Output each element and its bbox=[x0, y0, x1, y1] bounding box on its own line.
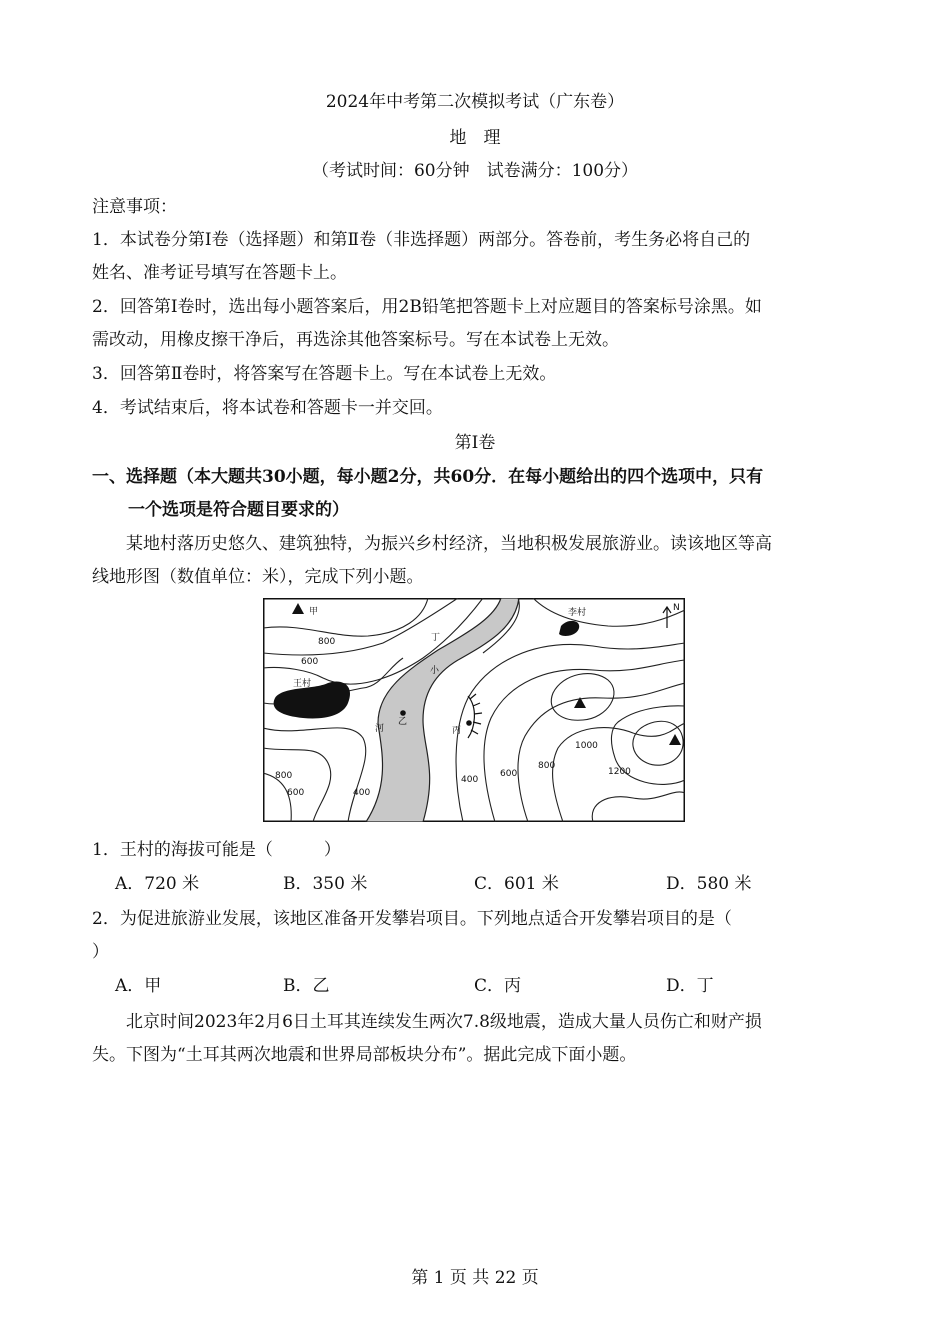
exam-title: 2024年中考第二次模拟考试（广东卷） bbox=[325, 92, 625, 112]
contour-map bbox=[263, 598, 685, 822]
q2-option-a: A．甲 bbox=[115, 976, 162, 996]
q1-option-d: D．580 米 bbox=[666, 874, 752, 894]
contour-label-600-b: 600 bbox=[287, 788, 305, 798]
q2-option-d: D．丁 bbox=[666, 976, 714, 996]
q2-option-b: B．乙 bbox=[283, 976, 330, 996]
notice-item-2-line-1: 2．回答第Ⅰ卷时，选出每小题答案后，用2B铅笔把答题卡上对应题目的答案标号涂黑。如 bbox=[92, 297, 762, 317]
label-wangcun: 王村 bbox=[293, 679, 312, 689]
point-yi-icon bbox=[400, 710, 406, 716]
notice-item-1-line-1: 1．本试卷分第Ⅰ卷（选择题）和第Ⅱ卷（非选择题）两部分。答卷前，考生务必将自己的 bbox=[92, 230, 751, 250]
notice-item-3: 3．回答第Ⅱ卷时，将答案写在答题卡上。写在本试卷上无效。 bbox=[92, 364, 557, 384]
contour-label-400-b: 400 bbox=[461, 775, 479, 785]
label-yi: 乙 bbox=[398, 717, 408, 727]
intro-2-line-1: 北京时间2023年2月6日土耳其连续发生两次7.8级地震，造成大量人员伤亡和财产损 bbox=[126, 1012, 762, 1032]
contour-label-600-a: 600 bbox=[301, 657, 319, 667]
contour-label-800-c: 800 bbox=[538, 761, 556, 771]
point-bing-icon bbox=[466, 720, 472, 726]
contour-label-600-c: 600 bbox=[500, 769, 518, 779]
notice-item-2-line-2: 需改动，用橡皮擦干净后，再选涂其他答案标号。写在本试卷上无效。 bbox=[92, 330, 619, 350]
label-river-xiao: 小 bbox=[430, 666, 440, 676]
intro-1-line-2: 线地形图（数值单位：米），完成下列小题。 bbox=[92, 567, 424, 587]
q2-option-c: C．丙 bbox=[474, 976, 522, 996]
label-bing: 丙 bbox=[452, 726, 462, 736]
notice-item-4: 4．考试结束后，将本试卷和答题卡一并交回。 bbox=[92, 398, 443, 418]
contour-label-800-b: 800 bbox=[275, 771, 293, 781]
intro-2-line-2: 失。下图为“土耳其两次地震和世界局部板块分布”。据此完成下面小题。 bbox=[92, 1045, 637, 1065]
section-heading-line-2: 一个选项是符合题目要求的） bbox=[128, 500, 349, 520]
label-north: N bbox=[673, 603, 680, 613]
contour-label-1200: 1200 bbox=[608, 767, 631, 777]
notice-item-1-line-2: 姓名、准考证号填写在答题卡上。 bbox=[92, 263, 347, 283]
page-footer: 第 1 页 共 22 页 bbox=[411, 1268, 539, 1288]
q2-stem-line-1: 2．为促进旅游业发展，该地区准备开发攀岩项目。下列地点适合开发攀岩项目的是（ bbox=[92, 909, 732, 929]
contour-label-400-a: 400 bbox=[353, 788, 371, 798]
volume-title: 第Ⅰ卷 bbox=[454, 433, 496, 453]
intro-1-line-1: 某地村落历史悠久、建筑独特，为振兴乡村经济，当地积极发展旅游业。读该地区等高 bbox=[126, 534, 772, 554]
q1-option-b: B．350 米 bbox=[283, 874, 368, 894]
label-jia: 甲 bbox=[309, 607, 319, 617]
exam-info: （考试时间：60分钟 试卷满分：100分） bbox=[311, 161, 639, 181]
q1-option-a: A．720 米 bbox=[115, 874, 200, 894]
contour-label-800-a: 800 bbox=[318, 637, 336, 647]
notice-heading: 注意事项： bbox=[92, 197, 177, 217]
label-licun: 李村 bbox=[568, 608, 587, 618]
q2-stem-line-2: ） bbox=[92, 942, 109, 962]
section-heading-line-1: 一、选择题（本大题共30小题，每小题2分，共60分．在每小题给出的四个选项中，只有 bbox=[92, 467, 764, 487]
subject-title: 地 理 bbox=[449, 128, 501, 148]
q1-stem: 1．王村的海拔可能是（ ） bbox=[92, 840, 341, 860]
q1-option-c: C．601 米 bbox=[474, 874, 559, 894]
label-ding: 丁 bbox=[431, 633, 441, 643]
contour-label-1000: 1000 bbox=[575, 741, 598, 751]
label-river-he: 河 bbox=[375, 724, 385, 734]
